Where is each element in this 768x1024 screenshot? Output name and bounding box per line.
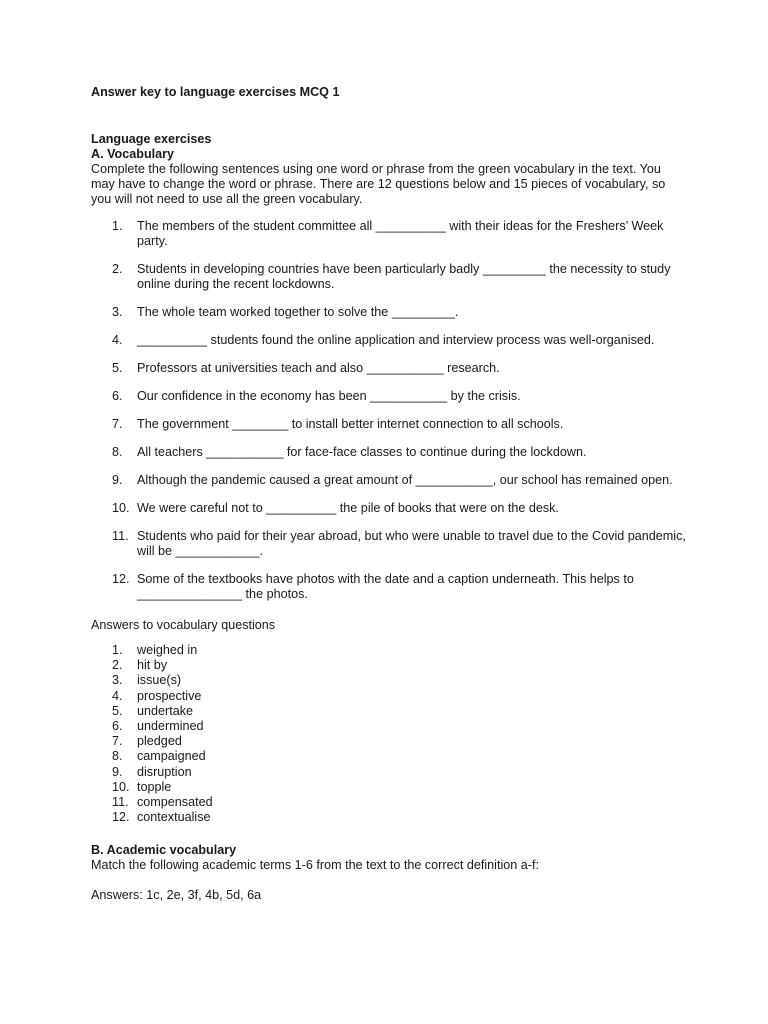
question-number: 9. [112,473,123,487]
question-item [91,445,697,460]
answer-text: compensated [137,794,213,809]
question-text: Students in developing countries have been particularly badly _________ the necessity to study online during the recent lockdowns. [137,262,671,291]
answer-text: topple [137,779,172,794]
vocabulary-answer-list [91,643,691,825]
answer-number: 3. [112,673,123,688]
question-text: Students who paid for their year abroad, but who were unable to travel due to the Covid pandemic, will be ____________. [137,529,686,558]
question-item [91,262,697,292]
answer-number: 7. [112,734,123,749]
question-item [91,473,697,488]
answer-item [91,795,691,810]
question-item [91,389,697,404]
question-item [91,529,697,559]
vocabulary-question-list [91,219,691,602]
question-number: 7. [112,417,123,431]
question-text: The whole team worked together to solve the _________. [137,305,459,319]
question-text: We were careful not to __________ the pile of books that were on the desk. [137,501,559,515]
question-text: Our confidence in the economy has been ___________ by the crisis. [137,389,521,403]
answer-text: undermined [137,718,204,733]
question-text: Although the pandemic caused a great amount of ___________, our school has remained open. [137,473,673,487]
question-number: 6. [112,389,123,403]
answer-text: issue(s) [137,673,182,688]
answer-text: weighed in [137,643,198,657]
answer-text: undertake [137,703,194,718]
question-number: 5. [112,361,123,375]
answer-item [91,658,691,673]
answer-text: contextualise [137,810,211,825]
question-item [91,501,697,516]
vocabulary-instructions: Complete the following sentences using one word or phrase from the green vocabulary in the text. You may have to change the word or phrase. There are 12 questions below and 15 pieces of vocabulary, so you will not need to use all the green vocabulary. [91,162,666,206]
question-number: 2. [112,262,123,276]
answer-number: 1. [112,643,123,657]
answer-number: 9. [112,764,123,779]
answer-item [91,689,691,704]
answer-number: 2. [112,658,123,673]
academic-vocabulary-answers: Answers: 1c, 2e, 3f, 4b, 5d, 6a [91,888,262,903]
answer-item [91,673,691,688]
answer-text: pledged [137,734,182,749]
question-text: The government ________ to install better internet connection to all schools. [137,417,564,431]
question-number: 11. [112,529,129,543]
question-item [91,333,697,348]
question-text: The members of the student committee all __________ with their ideas for the Freshers’ Week party. [137,219,664,248]
answer-text: prospective [137,688,202,703]
answer-text: disruption [137,764,192,779]
question-text: Professors at universities teach and also ___________ research. [137,361,500,375]
question-number: 12. [112,572,130,586]
answer-number: 11. [112,794,129,809]
document-title: Answer key to language exercises MCQ 1 [91,85,340,99]
question-number: 4. [112,333,123,347]
answer-item [91,780,691,795]
answer-item [91,765,691,780]
answer-number: 5. [112,703,123,718]
answer-number: 10. [112,779,130,794]
answers-heading: Answers to vocabulary questions [91,618,276,632]
answer-text: campaigned [137,749,206,764]
subsection-heading-vocabulary: A. Vocabulary [91,147,175,161]
question-text: __________ students found the online application and interview process was well-organised. [137,333,655,347]
question-item [91,305,697,320]
question-text: All teachers ___________ for face-face classes to continue during the lockdown. [137,445,587,459]
answer-number: 12. [112,810,130,825]
answer-item [91,643,691,658]
answer-text: hit by [137,658,168,673]
question-number: 8. [112,445,123,459]
question-number: 10. [112,501,130,515]
answer-number: 6. [112,718,123,733]
question-number: 1. [112,219,123,233]
question-number: 3. [112,305,123,319]
answer-number: 8. [112,749,123,764]
answer-item [91,704,691,719]
answer-item [91,810,691,825]
section-heading-language-exercises: Language exercises [91,132,212,146]
question-item [91,417,697,432]
question-item [91,219,697,249]
document-page [91,85,691,903]
question-item [91,361,697,376]
answer-item [91,734,691,749]
academic-vocabulary-instructions: Match the following academic terms 1-6 from the text to the correct definition a-f: [91,858,539,873]
subsection-heading-academic-vocabulary: B. Academic vocabulary [91,843,237,858]
answer-item [91,719,691,734]
question-text: Some of the textbooks have photos with the date and a caption underneath. This helps to _______________ the photos. [137,572,634,601]
answer-item [91,749,691,764]
question-item [91,572,697,602]
answer-number: 4. [112,688,123,703]
